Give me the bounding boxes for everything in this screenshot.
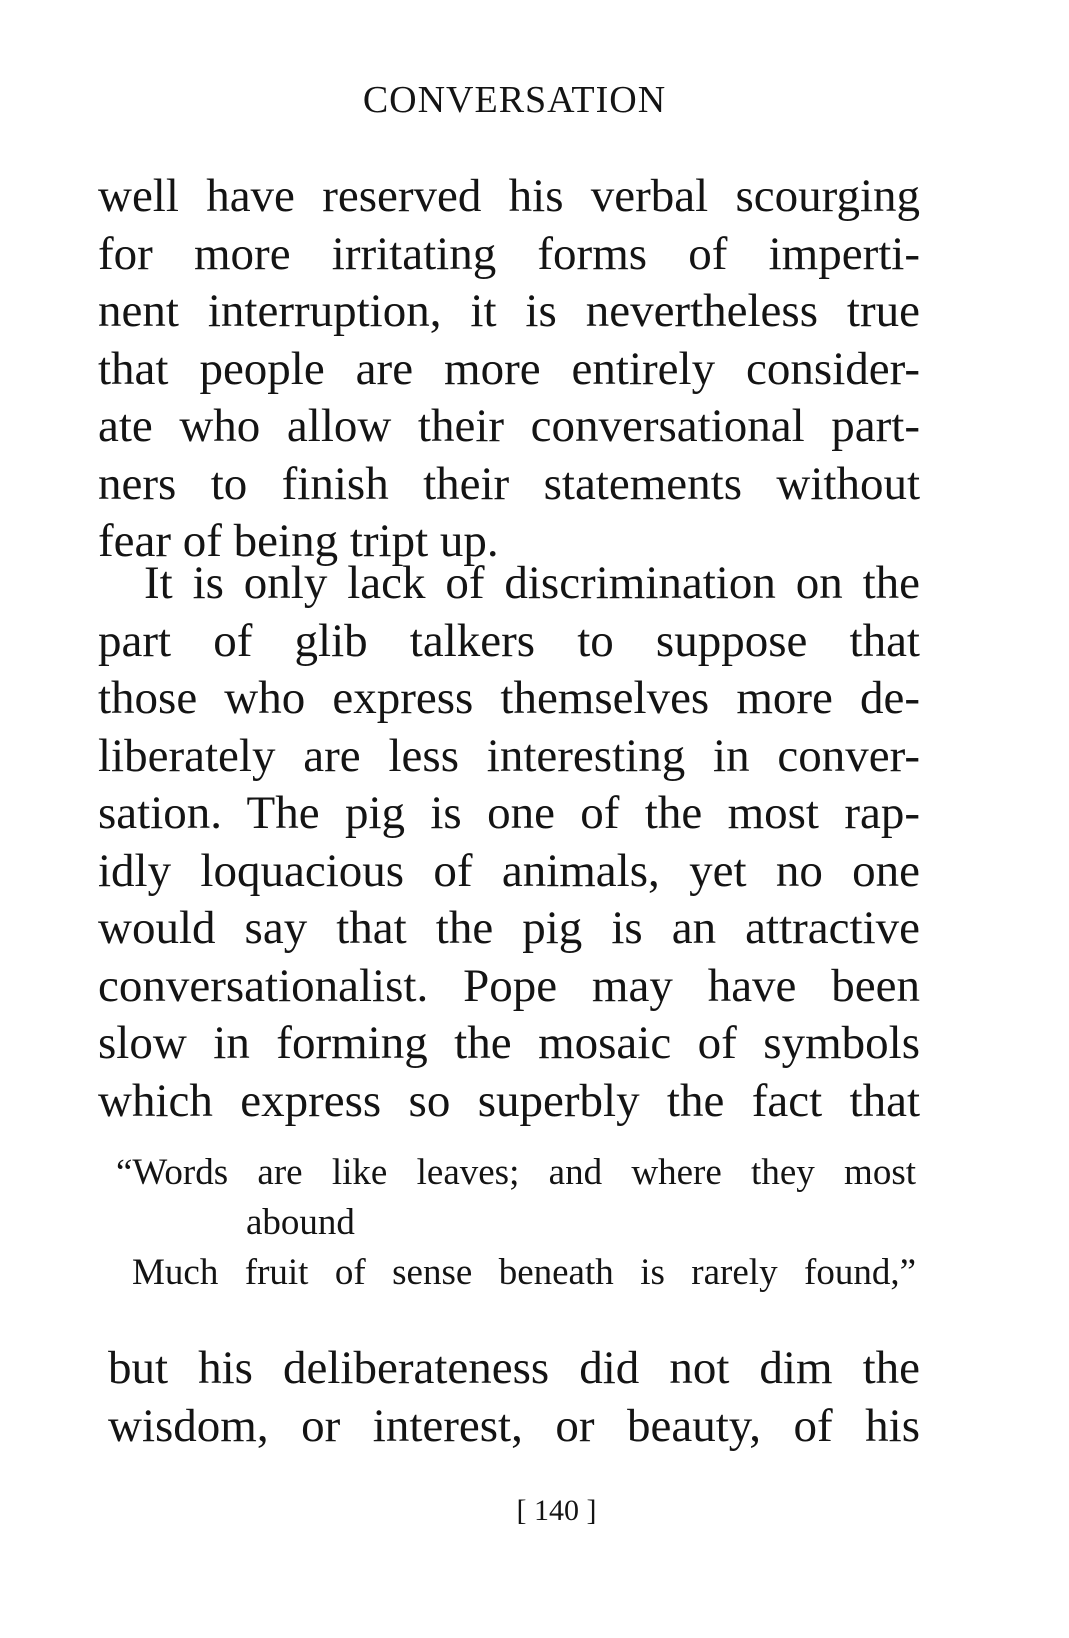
text-line: It is only lack of discrimination on the — [144, 557, 920, 609]
text-line: liberately are less interesting in conver- — [98, 729, 920, 782]
quote-line: abound — [246, 1202, 355, 1243]
text-line: ners to finish their statements without — [98, 457, 920, 510]
page-number: [ 140 ] — [516, 1494, 597, 1527]
paragraph-3 — [108, 1340, 920, 1455]
text-line: would say that the pig is an attractive — [98, 902, 920, 954]
text-line: conversationalist. Pope may have been — [98, 959, 920, 1012]
quote-line: “Words are like leaves; and where they most — [116, 1152, 916, 1193]
block-quotation — [116, 1148, 916, 1298]
quote-line: Much fruit of sense beneath is rarely found,” — [132, 1252, 916, 1293]
running-head: CONVERSATION — [362, 79, 667, 121]
paragraph-2 — [98, 555, 920, 1130]
text-line: that people are more entirely consider- — [98, 342, 920, 395]
text-line: well have reserved his verbal scourging — [98, 170, 920, 222]
text-line: sation. The pig is one of the most rap- — [98, 787, 920, 839]
paragraph-1 — [98, 168, 920, 571]
text-line: nent interruption, it is nevertheless true — [98, 285, 920, 337]
text-line: part of glib talkers to suppose that — [98, 614, 920, 667]
text-line: wisdom, or interest, or beauty, of his — [108, 1399, 920, 1452]
text-line: idly loquacious of animals, yet no one — [98, 844, 920, 897]
text-line: for more irritating forms of imperti- — [98, 227, 920, 280]
text-line: fear of being tript up. — [98, 515, 499, 567]
text-line: but his deliberateness did not dim the — [108, 1342, 920, 1394]
text-line: those who express themselves more de- — [98, 672, 920, 724]
text-line: which express so superbly the fact that — [98, 1074, 920, 1127]
text-line: ate who allow their conversational part- — [98, 400, 920, 452]
text-line: slow in forming the mosaic of symbols — [98, 1017, 920, 1069]
